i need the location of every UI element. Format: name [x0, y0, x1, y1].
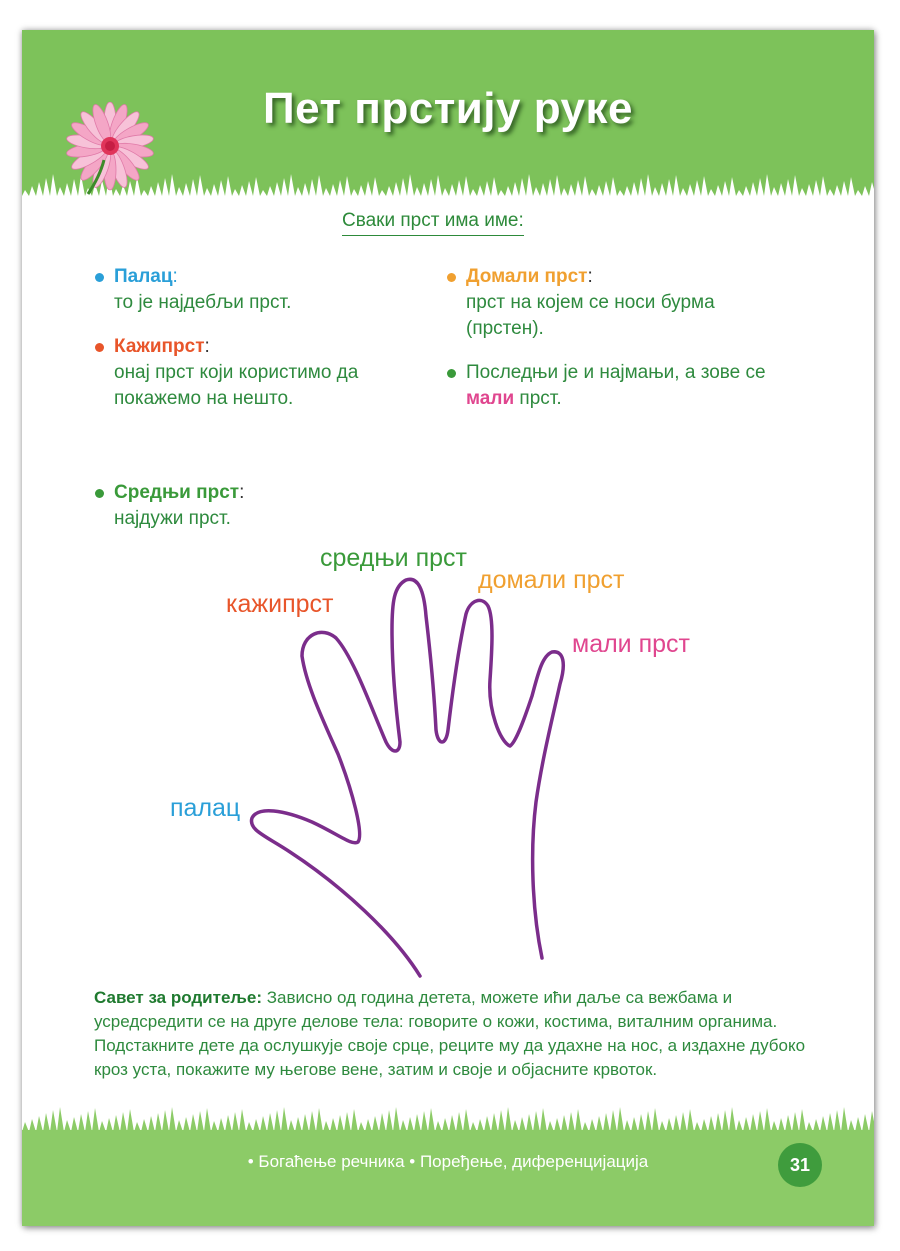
page — [22, 30, 874, 1226]
item-desc-before: Последњи је и најмањи, а зове се — [466, 362, 766, 383]
item-desc: то је најдебљи прст. — [114, 292, 292, 313]
hand-label-little: мали прст — [572, 630, 690, 658]
hand-label-thumb: палац — [170, 794, 241, 822]
parent-tip — [94, 986, 814, 1082]
page-title: Пет прстију руке — [263, 84, 633, 133]
item-desc: онај прст који користимо да покажемо на нешто. — [114, 362, 359, 409]
item-label: Палац — [114, 266, 173, 287]
footer-banner — [22, 1130, 874, 1226]
item-colon: : — [172, 266, 178, 287]
hand-label-middle: средњи прст — [320, 544, 467, 572]
item-label: Кажипрст — [114, 336, 205, 357]
item-desc: прст на којем се носи бурма (прстен). — [466, 292, 715, 339]
item-label: Средњи прст — [114, 482, 240, 503]
item-colon: : — [239, 482, 245, 503]
tip-text: Зависно од година детета, можете ићи даље са вежбама и усредсредити се на друге делове тела: говорите о кожи, костима, виталним органима. Подстакните дете да ослушкује своје срце, реците му да удахне на нос, а издахне дубоко кроз уста, покажите му његове вене, затим и своје и објасните крвоток. — [94, 988, 806, 1079]
item-desc: најдужи прст. — [114, 508, 231, 529]
item-label: Домали прст — [466, 266, 588, 287]
item-colon: : — [204, 336, 210, 357]
hand-label-ring: домали прст — [478, 566, 625, 594]
item-highlight: мали — [466, 388, 515, 409]
tip-label: Савет за родитеље: — [94, 988, 262, 1007]
footer-grass — [22, 1102, 874, 1134]
item-colon: : — [587, 266, 593, 287]
footer-text: • Богаћење речника • Поређење, диференцијација — [247, 1152, 649, 1171]
item-desc-after: прст. — [519, 388, 562, 409]
subtitle: Сваки прст има име: — [342, 210, 524, 236]
hand-label-index: кажипрст — [226, 590, 334, 618]
page-number: 31 — [778, 1143, 822, 1187]
